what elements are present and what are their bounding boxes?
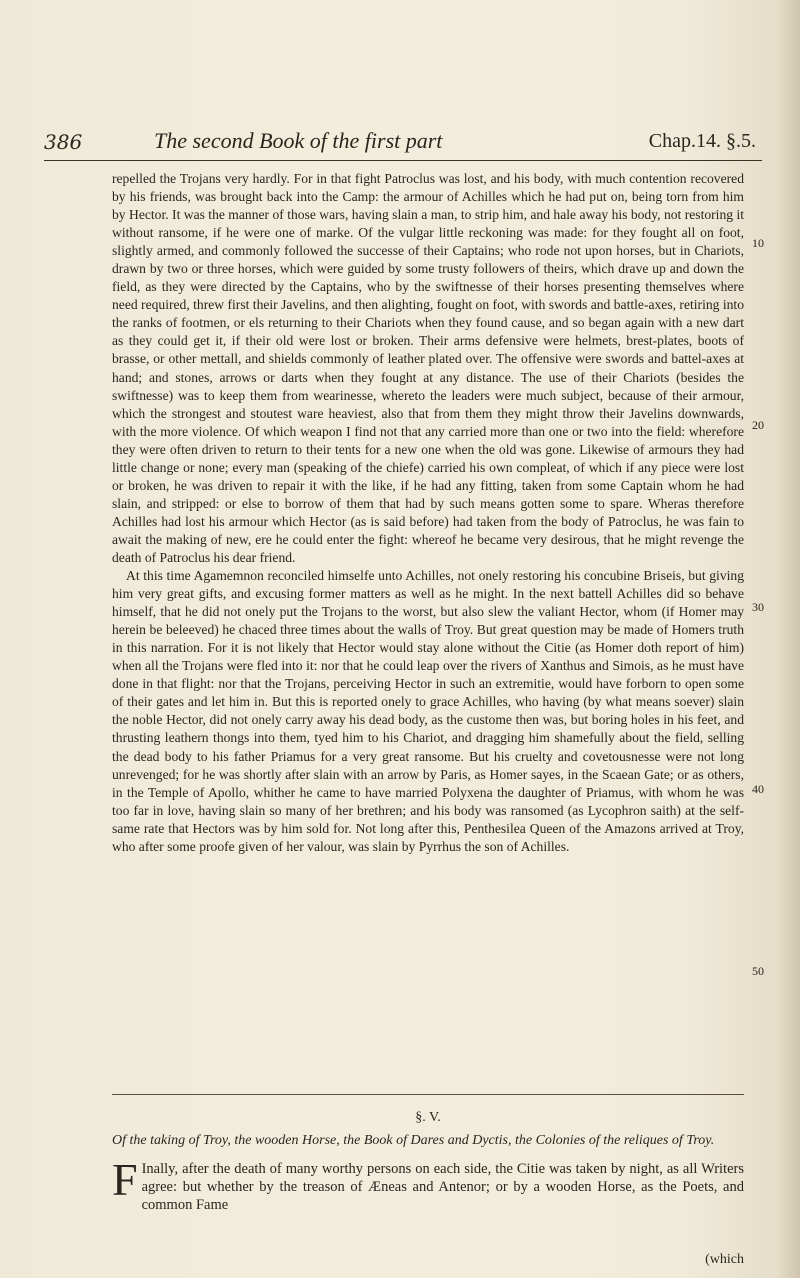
page-header <box>44 126 764 162</box>
main-text <box>112 170 744 856</box>
catchword: (which <box>705 1252 744 1267</box>
section-block <box>112 1100 744 1214</box>
line-number: 20 <box>752 418 764 432</box>
chapter-reference: Chap.14. §.5. <box>648 130 756 152</box>
section-rule <box>112 1094 744 1095</box>
running-title: The second Book of the first part <box>154 128 443 153</box>
section-text: Inally, after the death of many worthy persons on each side, the Citie was taken by night, as all Writers agree: but whether by the treason of Æneas and Antenor; or by a wooden Horse, as the Poets, and common Fame <box>141 1161 744 1213</box>
paragraph: At this time Agamemnon reconciled himselfe unto Achilles, not onely restoring his concubine Briseis, but giving him very great gifts, and excusing former matters as well as he might. In the next battell Achilles did so behave himself, that he did not onely put the Trojans to the worst, but also slew the valiant Hector, whom (if Homer may herein be beleeved) he chaced three times about the walls of Troy. But great question may be made of Homers truth in this narration. For it is not likely that Hector would stay alone without the Citie (as Homer doth report of him) when all the Trojans were fled into it: nor that he could leap over the rivers of Xanthus and Simois, as he must have done in that flight: nor that the Trojans, perceiving Hector in such an extremitie, would have forborn to open some of their gates and let him in. But this is reported onely to grace Achilles, who having (by what means soever) slain the noble Hector, did not onely carry away his dead body, as the custome then was, but boring holes in his feet, and thrusting leathern thongs into them, tyed him to his Chariot, and dragging him shamefully about the field, selling the dead body to his father Priamus for a very great ransome. But his cruelty and covetousnesse were not long unrevenged; for he was shortly after slain with an arrow by Paris, as Homer sayes, in the Scaean Gate; or as others, in the Temple of Apollo, whither he came to have married Polyxena the daughter of Priamus, with whom he was too far in love, having slain so many of her brethren; and his body was ransomed (as Lycophron saith) at the self-same rate that Hectors was by him sold for. Not long after this, Penthesilea Queen of the Amazons arrived at Troy, who after some proofe given of her valour, was slain by Pyrrhus the son of Achilles. <box>112 568 744 854</box>
section-title: Of the taking of Troy, the wooden Horse, the Book of Dares and Dyctis, the Colonies of the reliques of Troy. <box>112 1133 715 1148</box>
line-number: 10 <box>752 236 764 250</box>
line-number: 50 <box>752 964 764 978</box>
line-number: 40 <box>752 782 764 796</box>
line-number: 30 <box>752 600 764 614</box>
drop-cap: F <box>112 1154 138 1205</box>
header-rule <box>44 160 762 161</box>
section-text-block <box>112 1154 744 1214</box>
paragraph: repelled the Trojans very hardly. For in that fight Patroclus was lost, and his body, with much contention recovered by his friends, was brought back into the Camp: the armour of Achilles which he had put on, being torn from him by Hector. It was the manner of those wars, having slain a man, to strip him, and hale away his body, not restoring it without ransome, if he were one of marke. Of the vulgar little reckoning was made: for they fought all on foot, slightly armed, and commonly followed the successe of their Captains; who rode not upon horses, but in Chariots, drawn by two or three horses, which were guided by some trusty followers of theirs, which drave up and down the field, as they were directed by the Captains, who by the swiftnesse of their horses presenting themselves where need required, threw first their Javelins, and then alighting, fought on foot, with swords and battle-axes, retiring into the ranks of footmen, or els returning to their Chariots when they found cause, and so began again with a new dart as they could get it, if their old were lost or broken. Their arms defensive were helmets, brest-plates, boots of brasse, or other mettall, and shields commonly of leather plated over. The offensive were swords and battel-axes at hand; and stones, arrows or darts when they fought at any distance. The use of their Chariots (besides the swiftnesse) was to keep them from wearinesse, whereto the leaders were much subject, because of their armour, which the strongest and stoutest ware heaviest, also that from them they might throw their Javelins downwards, with the more violence. Of which weapon I find not that any carried more than one or two into the field: wherefore they were often driven to return to their tents for a new one when the old was gone. Likewise of armours they had little change or none; every man (speaking of the chiefe) carried his own compleat, of which if any piece were lost or broken, he was driven to repair it with the like, if he had any fitting, taken from some Captain whom he had slain, and stripped: or else to borrow of them that had by such means gotten some to spare. Wheras therefore Achilles had lost his armour which Hector (as is said before) had taken from the body of Patroclus, he was fain to await the making of new, ere he could enter the fight: whereof he became very desirous, that he might revenge the death of Patroclus his dear friend. <box>112 171 744 565</box>
section-number: §. V. <box>415 1110 441 1125</box>
page-number: 386 <box>44 130 83 154</box>
page-gutter <box>778 0 800 1278</box>
